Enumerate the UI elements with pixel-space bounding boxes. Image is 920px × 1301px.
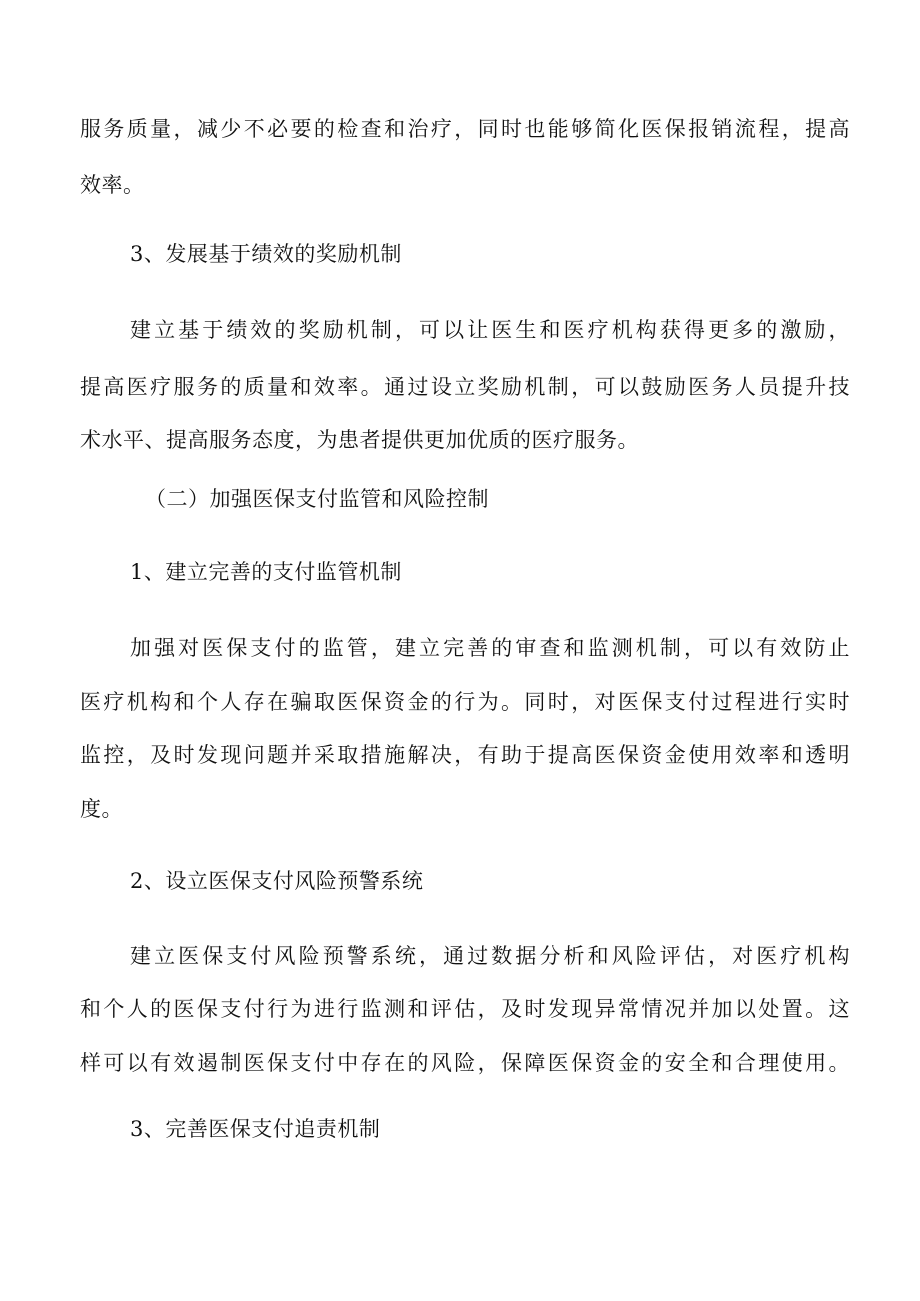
paragraph-line: 服务质量，减少不必要的检查和治疗，同时也能够简化医保报销流程，提高 [80, 117, 850, 141]
paragraph-line: 加强对医保支付的监管，建立完善的审查和监测机制，可以有效防止 [130, 636, 850, 660]
paragraph-line: 术水平、提高服务态度，为患者提供更加优质的医疗服务。 [80, 428, 639, 452]
section-heading: 1、建立完善的支付监管机制 [130, 560, 402, 584]
paragraph-line: 监控，及时发现问题并采取措施解决，有助于提高医保资金使用效率和透明 [80, 743, 850, 767]
section-heading: 2、设立医保支付风险预警系统 [130, 869, 424, 893]
paragraph-line: 效率。 [80, 173, 145, 197]
paragraph-line: 建立基于绩效的奖励机制，可以让医生和医疗机构获得更多的激励， [130, 318, 850, 342]
paragraph-line: 和个人的医保支付行为进行监测和评估，及时发现异常情况并加以处置。这 [80, 997, 850, 1021]
section-heading: 3、完善医保支付追责机制 [130, 1117, 381, 1141]
section-heading: 3、发展基于绩效的奖励机制 [130, 242, 402, 266]
paragraph-line: 医疗机构和个人存在骗取医保资金的行为。同时，对医保支付过程进行实时 [80, 690, 850, 714]
paragraph-line: 样可以有效遏制医保支付中存在的风险，保障医保资金的安全和合理使用。 [80, 1051, 850, 1075]
chapter-subtitle: （二）加强医保支付监管和风险控制 [145, 487, 489, 511]
paragraph-line: 建立医保支付风险预警系统，通过数据分析和风险评估，对医疗机构 [130, 944, 850, 968]
paragraph-line: 度。 [80, 797, 123, 821]
paragraph-line: 提高医疗服务的质量和效率。通过设立奖励机制，可以鼓励医务人员提升技 [80, 375, 850, 399]
